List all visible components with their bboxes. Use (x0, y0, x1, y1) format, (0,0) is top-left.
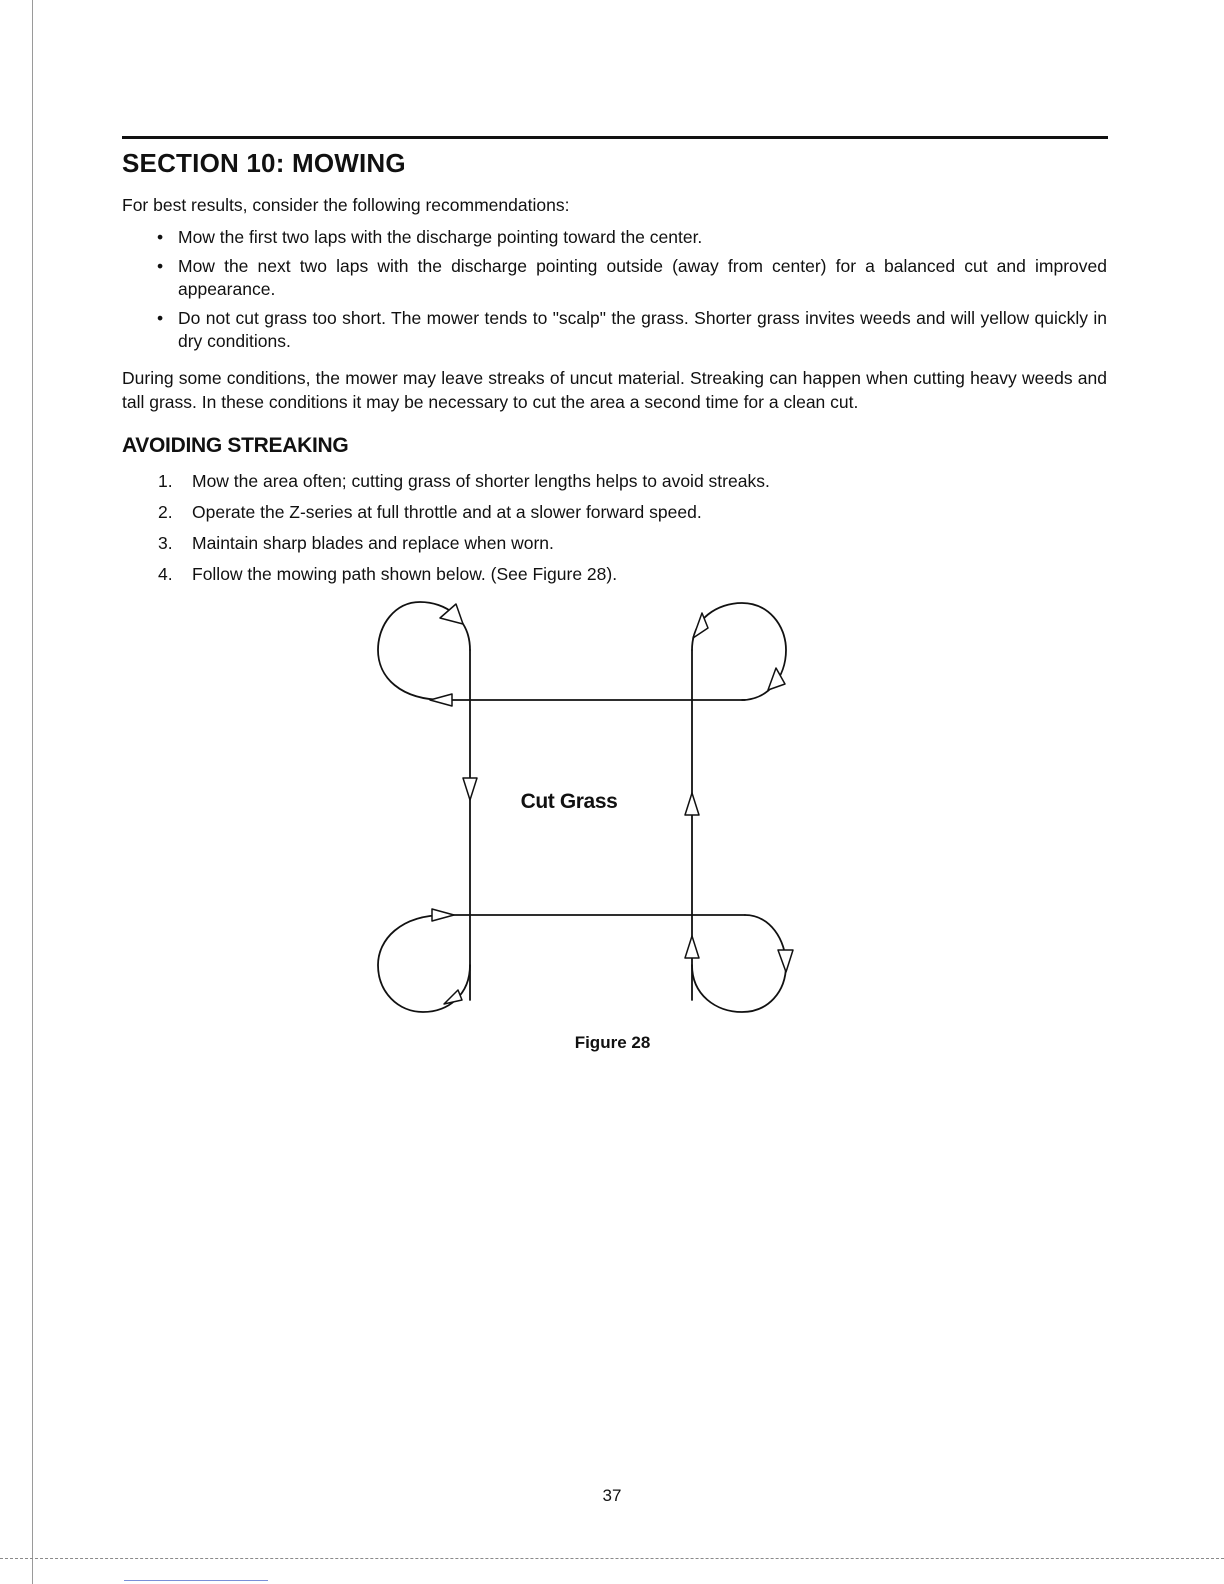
footer-rule (0, 1558, 1224, 1559)
step-number: 2. (158, 502, 173, 522)
step-number: 3. (158, 533, 173, 553)
step-text: Maintain sharp blades and replace when worn. (192, 533, 554, 553)
section-title: SECTION 10: MOWING (122, 148, 406, 178)
arrow-down-left (463, 778, 477, 800)
arrow-up-right-lower (685, 936, 699, 958)
streaking-steps (158, 470, 770, 594)
intro-text: For best results, consider the following recommendations: (122, 195, 570, 215)
recommendation-item: • Mow the first two laps with the discharge pointing toward the center. (155, 226, 1107, 249)
step-item (158, 470, 770, 493)
step-number: 4. (158, 564, 173, 584)
step-item (158, 532, 770, 555)
page-number: 37 (602, 1486, 622, 1505)
arrow-bottom-left-loop (444, 990, 462, 1004)
subsection-heading: AVOIDING STREAKING (122, 434, 349, 457)
recommendation-item: • Do not cut grass too short. The mower tends to "scalp" the grass. Shorter grass invites weeds and will yellow quickly in dry conditions. (155, 307, 1107, 353)
step-number: 1. (158, 471, 173, 491)
streaking-paragraph: During some conditions, the mower may leave streaks of uncut material. Streaking can happen when cutting heavy weeds and tall grass. In these conditions it may be necessary to cut the area a second time for a clean cut. (122, 368, 1107, 412)
mowing-path-diagram (360, 590, 810, 1030)
diagram-label: Cut Grass (520, 790, 618, 813)
step-text: Operate the Z-series at full throttle and at a slower forward speed. (192, 502, 702, 522)
step-item (158, 563, 770, 586)
figure-caption: Figure 28 (574, 1033, 651, 1052)
scan-artifact-line (124, 1580, 268, 1581)
step-item (158, 501, 770, 524)
recommendation-list (155, 226, 1107, 359)
header-rule (122, 136, 1108, 139)
step-text: Mow the area often; cutting grass of shorter lengths helps to avoid streaks. (192, 471, 770, 491)
arrow-left-top (430, 694, 452, 706)
step-text: Follow the mowing path shown below. (See Figure 28). (192, 564, 618, 584)
arrow-up-right (685, 793, 699, 815)
scan-edge (32, 0, 33, 1584)
arrow-bottom-right-loop (778, 950, 793, 972)
recommendation-item: • Mow the next two laps with the discharge pointing outside (away from center) for a balanced cut and improved appearance. (155, 255, 1107, 301)
arrow-right-bottom (432, 909, 454, 921)
loop-bottom-right (692, 915, 786, 1012)
